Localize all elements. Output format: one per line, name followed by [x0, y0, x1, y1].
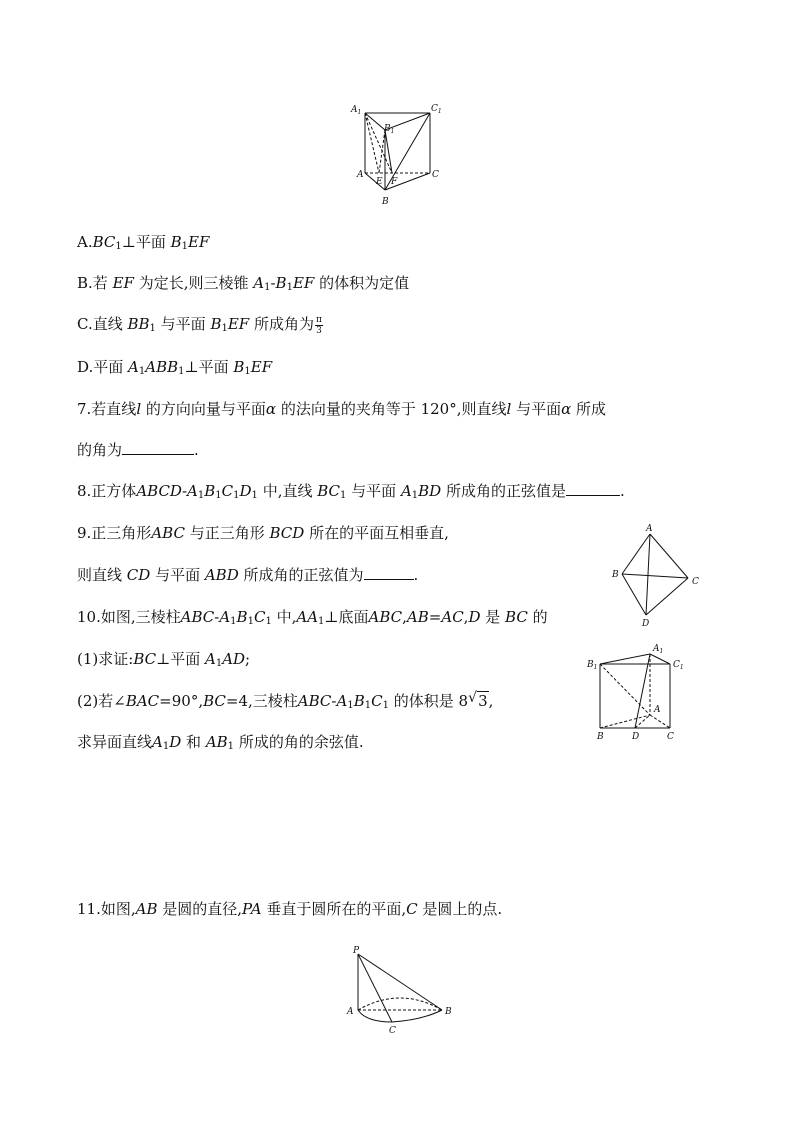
question-7-line2: 的角为 . — [77, 441, 199, 459]
label-b1: B — [384, 124, 391, 134]
answer-blank-7[interactable] — [122, 440, 194, 455]
label-c: C — [692, 577, 699, 587]
answer-blank-8[interactable] — [566, 481, 620, 496]
label-a1: A — [351, 105, 358, 115]
question-8: 8.正方体ABCD-$A_1B_1C_1D_1$ 中,直线 $BC_1$ 与平面 $A_1BD$ 所成角的正弦值是 . — [77, 482, 625, 501]
label-d: D — [632, 732, 640, 742]
label-b: B — [382, 197, 389, 207]
svg-text:B1: $B_1$ — [384, 124, 395, 135]
svg-text:A1: $A_1$ — [653, 644, 664, 655]
option-c: C.直线 $BB_1$ 与平面 $B_1EF$ 所成角为 $\frac{\pi}{3}$ — [77, 314, 322, 336]
option-d: D.平面 $A_1ABB_1\perp$平面 $B_1EF$ — [77, 358, 273, 377]
label-a: A — [646, 524, 653, 534]
question-11: 11.如图,AB 是圆的直径,PA 垂直于圆所在的平面,C 是圆上的点. — [77, 900, 503, 918]
question-10-part2-line2: 求异面直线$A_1D$ 和 $AB_1$ 所成的角的余弦值. — [77, 733, 364, 752]
question-9-line2: 则直线 CD 与平面 ABD 所成角的正弦值为 . — [77, 566, 419, 584]
label-b: B — [597, 732, 604, 742]
answer-blank-9[interactable] — [364, 565, 414, 580]
question-10-part2: (2)若∠BAC=90°,BC=4,三棱柱ABC-$A_1B_1C_1$ 的体积是 8 √ 3, — [77, 690, 494, 711]
label-c: C — [389, 1026, 396, 1036]
tetrahedron-figure — [608, 520, 708, 630]
question-7: 7.若直线l 的方向向量与平面α 的法向量的夹角等于 120°,则直线l 与平面α 所成 — [77, 400, 606, 418]
option-a: $A.BC_1\perp$平面 $B_1EF$ — [77, 233, 210, 252]
label-a: A — [357, 170, 364, 180]
question-9: 9.正三角形ABC 与正三角形 BCD 所在的平面互相垂直, — [77, 524, 449, 542]
label-b1: B — [587, 660, 594, 670]
svg-text:C1: $C_1$ — [673, 660, 684, 671]
cone-figure — [342, 942, 462, 1037]
label-c: C — [432, 170, 439, 180]
fraction-pi-over-3: $\frac{\pi}{3}$ — [316, 314, 322, 336]
question-10: 10.如图,三棱柱ABC-$A_1B_1C_1$ 中$,AA_1\perp$底面ABC,AB=AC,D 是 BC 的 — [77, 608, 548, 627]
label-b: B — [612, 570, 619, 580]
label-f: F — [391, 177, 398, 187]
radical-sign: √ — [468, 690, 477, 706]
prism-figure-right — [585, 640, 705, 745]
label-b: B — [445, 1007, 452, 1017]
option-b: B.若 EF 为定长,则三棱锥 $A_1-B_1EF$ 的体积为定值 — [77, 274, 410, 293]
label-a1: A — [653, 644, 660, 654]
label-c1: C — [673, 660, 680, 670]
svg-text:B1: $B_1$ — [587, 660, 598, 671]
label-a: A — [347, 1007, 354, 1017]
sqrt-3: √ 3 — [468, 690, 488, 710]
label-p: P — [353, 946, 360, 956]
svg-text:A1: $A_1$ — [351, 105, 362, 116]
question-10-part1: (1)求证:BC⊥平面 $A_1AD$; — [77, 650, 251, 669]
svg-text:C1: $C_1$ — [431, 104, 442, 115]
label-c1: C — [431, 104, 438, 114]
label-c: C — [667, 732, 674, 742]
label-a: A — [654, 705, 661, 715]
label-d: D — [642, 619, 650, 629]
prism-figure-top — [345, 98, 445, 213]
label-e: E — [376, 177, 383, 187]
